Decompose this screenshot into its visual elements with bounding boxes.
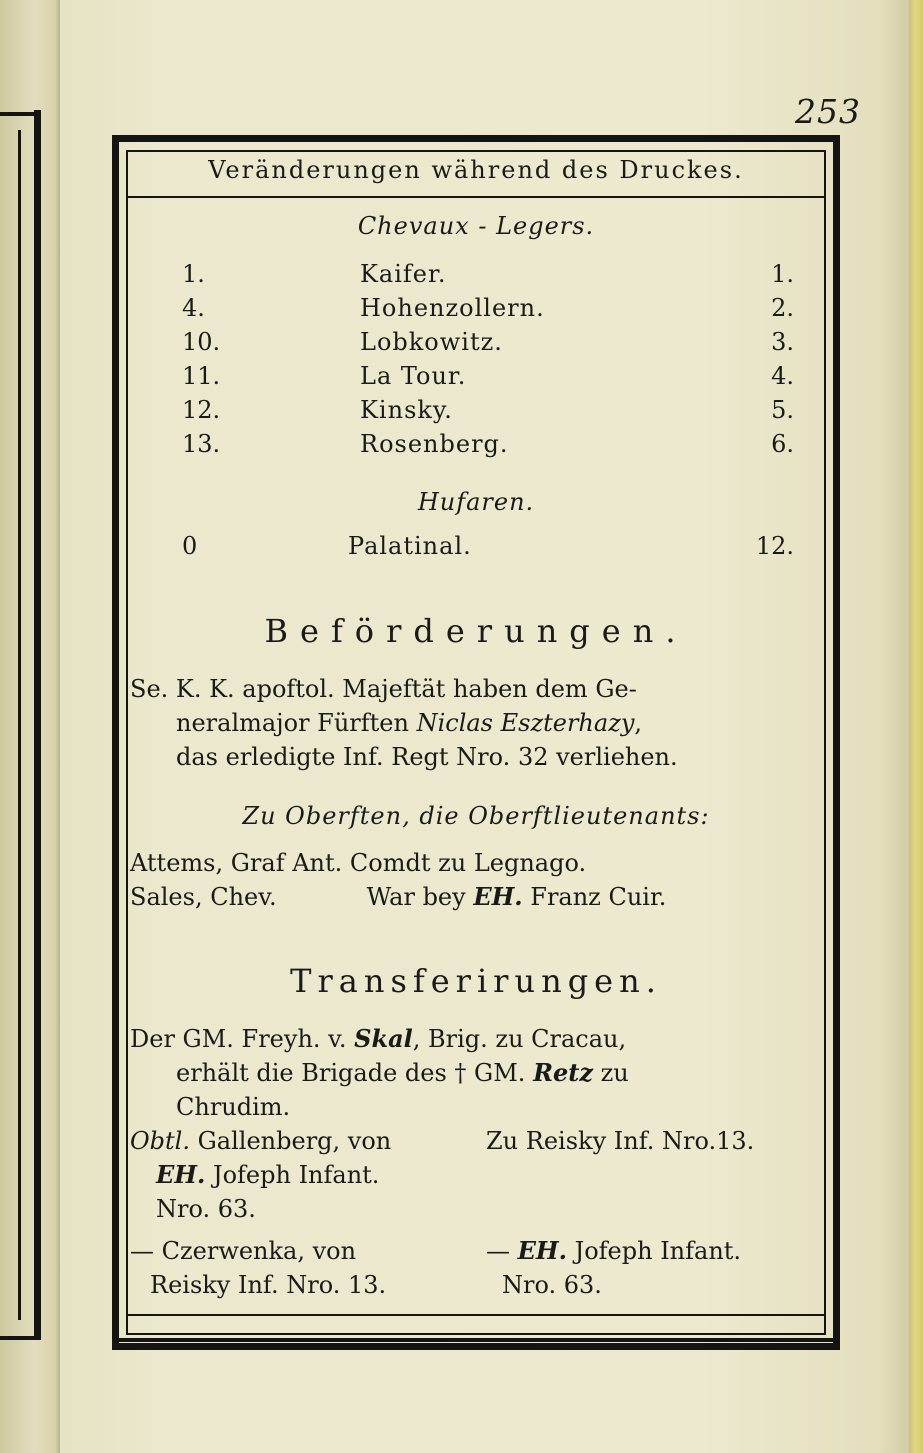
paragraph-line: das erledigte Inf. Regt Nro. 32 verliehen. — [176, 743, 678, 771]
list-item — [128, 430, 824, 464]
regiment-number-old: 12. — [182, 396, 221, 424]
entry-line: Nro. 63. — [156, 1195, 256, 1223]
regiment-name: Lobkowitz. — [360, 328, 503, 356]
head-rule — [128, 196, 824, 198]
section-title-chevaux-legers: Chevaux - Legers. — [357, 212, 595, 240]
list-item — [128, 532, 824, 566]
abbreviation: EH. — [473, 882, 523, 911]
entry-line — [486, 1234, 820, 1268]
entry-line: Zu Reisky Inf. Nro.13. — [486, 1127, 755, 1155]
text-run: Jofeph Infant. — [205, 1161, 380, 1189]
running-head: Veränderungen während des Druckes. — [208, 156, 744, 184]
abbreviation: EH. — [156, 1160, 206, 1189]
abbreviation: EH. — [517, 1236, 567, 1265]
transfer-from — [130, 1124, 470, 1226]
list-item — [128, 328, 824, 362]
regiment-name: Kaifer. — [360, 260, 447, 288]
transfer-entry-czerwenka — [130, 1234, 820, 1302]
person-name: Retz — [533, 1058, 593, 1087]
page-number: 253 — [795, 92, 861, 131]
text-run: erhält die Brigade des † GM. — [176, 1059, 534, 1087]
page-content — [128, 152, 824, 1333]
person-name: Skal — [354, 1024, 413, 1053]
page-edge — [909, 0, 923, 1453]
entry-line — [130, 1124, 470, 1158]
text-run: neralmajor Fürften — [176, 709, 417, 737]
list-item — [128, 260, 824, 294]
regiment-number-new: 1. — [771, 260, 794, 288]
promotion-caption: Zu Oberften, die Oberftlieutenants: — [242, 802, 710, 830]
text-run: Gallenberg, von — [190, 1127, 392, 1155]
paragraph-line — [130, 1056, 820, 1090]
regiment-name: Palatinal. — [348, 532, 472, 560]
previous-page-rule-top — [0, 112, 38, 116]
text-run: , — [634, 709, 643, 737]
text-run: Sales, Chev. — [130, 883, 277, 911]
entry-line — [130, 880, 820, 914]
text-run: zu — [593, 1059, 629, 1087]
transfer-to — [486, 1234, 820, 1302]
text-run: Jofeph Infant. — [566, 1237, 742, 1265]
entry-line: Reisky Inf. Nro. 13. — [150, 1271, 387, 1299]
entry-line: Nro. 63. — [502, 1271, 602, 1299]
regiment-number-new: 5. — [771, 396, 794, 424]
regiment-number-old: 0 — [182, 532, 198, 560]
previous-page-rule-bottom — [0, 1336, 38, 1340]
regiment-number-old: 4. — [182, 294, 205, 322]
list-item — [128, 294, 824, 328]
paragraph-line — [130, 706, 820, 740]
paragraph-line — [130, 1022, 820, 1056]
text-run: , Brig. zu Cracau, — [412, 1025, 627, 1053]
text-run: Franz Cuir. — [522, 883, 667, 911]
paragraph-line: Se. K. K. apoftol. Majeftät haben dem Ge- — [130, 675, 637, 703]
regiment-number-new: 4. — [771, 362, 794, 390]
regiment-number-new: 2. — [771, 294, 794, 322]
transfer-entry-gallenberg — [130, 1124, 820, 1226]
person-name: Niclas Eszterhazy — [416, 709, 635, 737]
bottom-rule — [128, 1314, 824, 1316]
heading-befoerderungen: Beförderungen. — [264, 612, 688, 650]
list-item — [128, 396, 824, 430]
bottom-rule-heavy — [118, 1338, 834, 1342]
regiment-name: La Tour. — [360, 362, 467, 390]
regiment-number-new: 3. — [771, 328, 794, 356]
previous-page-inner-frame — [0, 130, 21, 1320]
entry-line: — Czerwenka, von — [130, 1237, 357, 1265]
regiment-number-new: 6. — [771, 430, 794, 458]
promotion-paragraph — [130, 672, 820, 774]
entry-line — [130, 1158, 470, 1192]
paragraph-line: Chrudim. — [176, 1093, 291, 1121]
regiment-number-old: 1. — [182, 260, 205, 288]
section-title-husaren: Hufaren. — [417, 488, 535, 516]
regiment-name: Rosenberg. — [360, 430, 509, 458]
regiment-number-old: 10. — [182, 328, 221, 356]
rank-abbreviation: Obtl. — [130, 1127, 190, 1155]
text-run: — — [486, 1237, 518, 1265]
regiment-name: Hohenzollern. — [360, 294, 545, 322]
text-run: Der GM. Freyh. v. — [130, 1025, 355, 1053]
entry-line: Attems, Graf Ant. Comdt zu Legnago. — [130, 849, 587, 877]
transfer-paragraph — [130, 1022, 820, 1124]
text-run: War bey — [366, 883, 474, 911]
regiment-number-old: 13. — [182, 430, 221, 458]
list-item — [128, 362, 824, 396]
promotion-entries — [130, 846, 820, 914]
regiment-number-old: 11. — [182, 362, 221, 390]
heading-transferirungen: Transferirungen. — [290, 962, 662, 1000]
transfer-from — [130, 1234, 470, 1302]
transfer-to — [486, 1124, 820, 1158]
regiment-name: Kinsky. — [360, 396, 453, 424]
regiment-number-new: 12. — [755, 532, 794, 560]
